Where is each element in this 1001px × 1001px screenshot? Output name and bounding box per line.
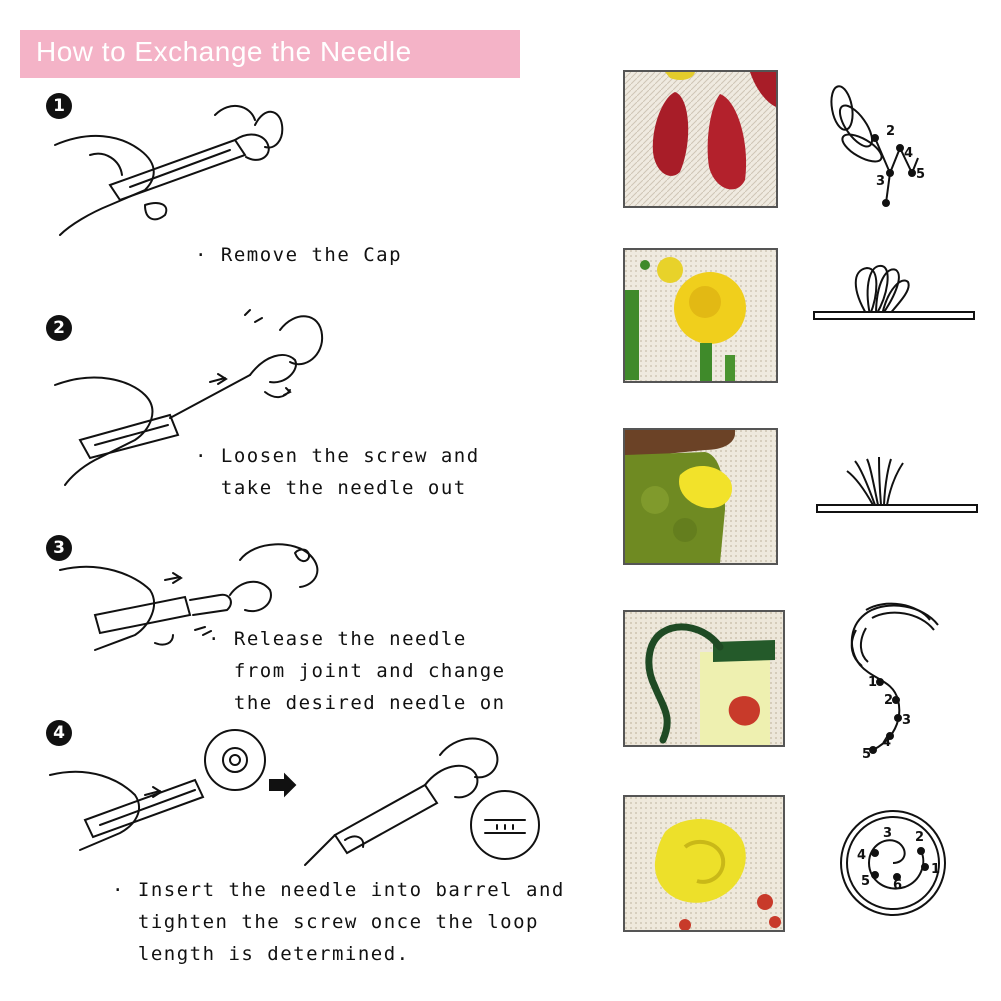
stitch-diagram-5 [835, 805, 955, 925]
caption-line: take the needle out [195, 477, 467, 499]
diagram-1-num: 3 [876, 174, 886, 189]
diagram-1-num: 5 [916, 167, 926, 182]
diagram-4-num: 5 [862, 747, 872, 762]
caption-line: length is determined. [112, 943, 410, 965]
diagram-5-num: 1 [931, 862, 941, 877]
stitch-photo-3 [623, 428, 778, 565]
step-4-illustration [45, 725, 565, 875]
step-4-number: 4 [46, 720, 72, 746]
stitch-photo-2 [623, 248, 778, 383]
caption-line: · Insert the needle into barrel and [112, 879, 565, 901]
diagram-1-num: 2 [886, 124, 896, 139]
step-1-number: 1 [46, 93, 72, 119]
step-1-caption [195, 239, 402, 271]
step-3-number: 3 [46, 535, 72, 561]
stitch-diagram-4 [838, 600, 948, 770]
title-banner [20, 30, 520, 78]
diagram-4-num: 2 [884, 693, 894, 708]
diagram-1-num: 4 [904, 146, 914, 161]
caption-line: from joint and change [208, 660, 506, 682]
stitch-photo-5 [623, 795, 785, 932]
diagram-5-num: 4 [857, 848, 867, 863]
step-2-number: 2 [46, 315, 72, 341]
step-2-caption [195, 440, 480, 504]
stitch-photo-4 [623, 610, 785, 747]
caption-line: · Release the needle [208, 628, 467, 650]
stitch-diagram-1 [820, 78, 940, 218]
step-4-caption [112, 874, 565, 970]
caption-line: · Loosen the screw and [195, 445, 480, 467]
diagram-4-num: 4 [882, 735, 892, 750]
stitch-photo-1 [623, 70, 778, 208]
diagram-5-num: 3 [883, 826, 893, 841]
diagram-4-num: 1 [868, 675, 878, 690]
diagram-5-num: 6 [893, 878, 903, 893]
stitch-diagram-2 [812, 260, 977, 335]
caption-line: tighten the screw once the loop [112, 911, 539, 933]
caption-line: · Remove the Cap [195, 244, 403, 266]
caption-line: the desired needle on [208, 692, 506, 714]
step-3-caption [208, 623, 506, 719]
diagram-4-num: 3 [902, 713, 912, 728]
diagram-5-num: 5 [861, 874, 871, 889]
diagram-5-num: 2 [915, 830, 925, 845]
page-title: How to Exchange the Needle [36, 36, 412, 67]
step-1-illustration [50, 95, 290, 245]
stitch-diagram-3 [815, 455, 980, 520]
